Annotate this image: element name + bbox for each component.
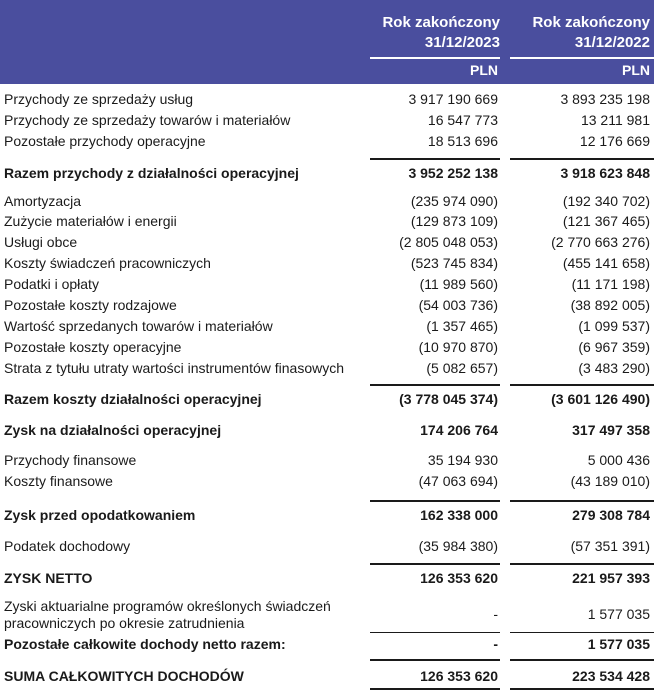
subtotal-rule-2022 [510, 500, 654, 502]
value-2022: 221 957 393 [572, 570, 650, 586]
subtotal-rule-2022 [510, 384, 654, 386]
value-2022: 1 577 035 [587, 636, 650, 652]
value-2023: (10 970 870) [418, 339, 498, 355]
row-label: Zużycie materiałów i energii [4, 213, 177, 229]
value-2023: (5 082 657) [426, 360, 498, 376]
subtotal-rule-2023 [370, 563, 500, 565]
total-underline-2022 [510, 688, 654, 690]
row-label: Podatek dochodowy [4, 538, 131, 554]
value-2023: 3 952 252 138 [408, 165, 498, 181]
value-2022: (3 483 290) [578, 360, 650, 376]
column-header-2022-line2: 31/12/2022 [574, 34, 650, 51]
value-2022: 223 534 428 [572, 668, 650, 684]
total-rule-2023 [370, 659, 500, 661]
value-2022: (57 351 391) [570, 538, 650, 554]
value-2023: (3 778 045 374) [399, 391, 498, 407]
row-label: Przychody ze sprzedaży usług [4, 91, 194, 107]
row-label: Koszty świadczeń pracowniczych [4, 255, 211, 271]
value-2022: 317 497 358 [572, 422, 650, 438]
column-header-2023-line2: 31/12/2023 [424, 34, 500, 51]
row-label: Pozostałe koszty operacyjne [4, 339, 182, 355]
table-row [0, 598, 654, 632]
value-2022: (1 099 537) [578, 318, 650, 334]
value-2022: 12 176 669 [579, 133, 650, 149]
value-2023: (1 357 465) [426, 318, 498, 334]
value-2023: 16 547 773 [427, 112, 498, 128]
value-2023: 18 513 696 [427, 133, 498, 149]
row-label: Wartość sprzedanych towarów i materiałów [4, 318, 273, 334]
total-underline-2023 [370, 688, 500, 690]
subtotal-rule-2022 [510, 158, 654, 160]
total-rule-2022 [510, 659, 654, 661]
value-2023: 126 353 620 [420, 570, 498, 586]
row-label [4, 598, 331, 632]
subtotal-rule-2022 [510, 632, 654, 633]
value-2023: - [493, 636, 498, 652]
value-2023: (35 984 380) [418, 538, 498, 554]
subtotal-rule-2023 [370, 158, 500, 160]
row-label: Zysk przed opodatkowaniem [4, 507, 196, 523]
value-2023: 3 917 190 669 [408, 91, 498, 107]
row-label: ZYSK NETTO [4, 570, 93, 586]
row-label: Przychody ze sprzedaży towarów i materiałów [4, 112, 291, 128]
row-label: Pozostałe całkowite dochody netto razem: [4, 636, 286, 652]
value-2022: 1 577 035 [587, 606, 650, 622]
value-2022: 3 893 235 198 [560, 91, 650, 107]
value-2023: (2 805 048 053) [399, 234, 498, 250]
value-2022: 13 211 981 [580, 112, 650, 128]
row-label: Razem koszty działalności operacyjnej [4, 391, 262, 407]
value-2023: 35 194 930 [427, 452, 498, 468]
value-2023: (235 974 090) [410, 193, 498, 209]
value-2022: (455 141 658) [562, 255, 650, 271]
column-header-2022 [510, 13, 650, 53]
value-2023: (11 989 560) [419, 276, 498, 292]
value-2023: (523 745 834) [410, 255, 498, 271]
header-band [0, 0, 654, 84]
row-label: Koszty finansowe [4, 473, 113, 489]
value-2022: 3 918 623 848 [560, 165, 650, 181]
value-2022: (2 770 663 276) [551, 234, 650, 250]
header-divider-2022 [510, 57, 654, 59]
row-label: Przychody finansowe [4, 452, 137, 468]
subtotal-rule-2023 [370, 384, 500, 386]
value-2023: (129 873 109) [410, 213, 498, 229]
row-label: Pozostałe koszty rodzajowe [4, 297, 177, 313]
subtotal-rule-2022 [510, 563, 654, 565]
value-2022: (121 367 465) [562, 213, 650, 229]
row-label: Podatki i opłaty [4, 276, 99, 292]
column-header-2022-line1: Rok zakończony [532, 14, 650, 31]
row-label: Usługi obce [4, 234, 78, 250]
value-2022: (43 189 010) [570, 473, 650, 489]
column-header-2023-line1: Rok zakończony [382, 14, 500, 31]
row-label: Zysk na działalności operacyjnej [4, 422, 222, 438]
value-2022: (38 892 005) [570, 297, 650, 313]
value-2023: 174 206 764 [420, 422, 498, 438]
row-label: Pozostałe przychody operacyjne [4, 133, 206, 149]
value-2022: 5 000 436 [587, 452, 650, 468]
row-label: SUMA CAŁKOWITYCH DOCHODÓW [4, 668, 244, 684]
subtotal-rule-2023 [370, 632, 500, 633]
row-label: Amortyzacja [4, 193, 82, 209]
value-2022: (3 601 126 490) [551, 391, 650, 407]
value-2023: - [493, 606, 498, 622]
value-2022: (192 340 702) [562, 193, 650, 209]
value-2023: (54 003 736) [418, 297, 498, 313]
value-2022: 279 308 784 [572, 507, 650, 523]
column-header-2023 [370, 13, 500, 53]
subtotal-rule-2023 [370, 500, 500, 502]
value-2023: 126 353 620 [420, 668, 498, 684]
header-divider-2023 [370, 57, 500, 59]
value-2022: (6 967 359) [578, 339, 650, 355]
value-2023: (47 063 694) [418, 473, 498, 489]
row-label-line1: Zyski aktuarialne programów określonych świadczeń [4, 598, 331, 614]
value-2022: (11 171 198) [571, 276, 650, 292]
currency-2023: PLN [470, 62, 498, 78]
row-label-line2: pracowniczych po okresie zatrudnienia [4, 615, 245, 631]
row-label: Strata z tytułu utraty wartości instrumentów finasowych [4, 360, 345, 376]
currency-2022: PLN [622, 62, 650, 78]
value-2023: 162 338 000 [420, 507, 498, 523]
row-label: Razem przychody z działalności operacyjnej [4, 165, 299, 181]
